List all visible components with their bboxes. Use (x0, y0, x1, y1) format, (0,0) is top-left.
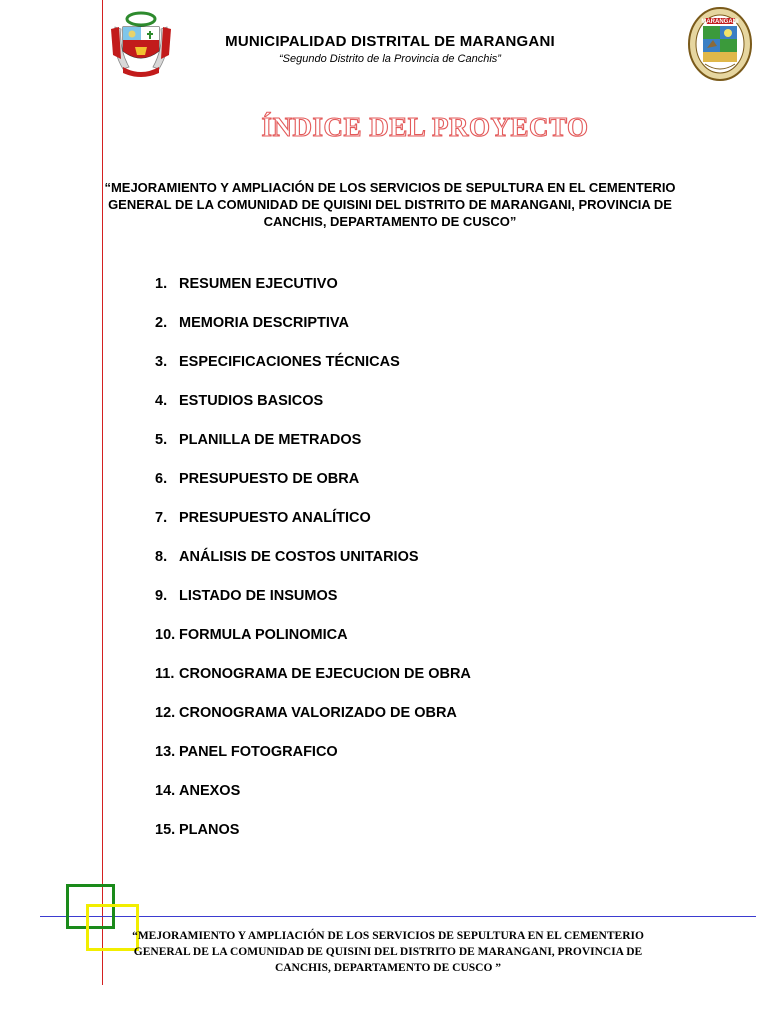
toc-item (155, 354, 471, 393)
red-margin-line (102, 0, 103, 985)
toc-item (155, 783, 471, 822)
project-title: “MEJORAMIENTO Y AMPLIACIÓN DE LOS SERVICIOS DE SEPULTURA EN EL CEMENTERIO GENERAL DE LA COMUNIDAD DE QUISINI DEL DISTRITO DE MARANGANI, PROVINCIA DE CANCHIS, DEPARTAMENTO DE CUSCO” (104, 180, 676, 229)
document-heading: ÍNDICE DEL PROYECTO (261, 112, 589, 142)
toc-item (155, 276, 471, 315)
toc-item (155, 822, 471, 861)
toc-item-label: FORMULA POLINOMICA (179, 627, 348, 643)
toc-item (155, 666, 471, 705)
toc-item (155, 471, 471, 510)
toc-item-label: PRESUPUESTO DE OBRA (179, 471, 360, 487)
toc-item-number: 3. (155, 354, 168, 370)
toc-item-label: ESPECIFICACIONES TÉCNICAS (179, 354, 400, 370)
toc-item-number: 11. (155, 666, 175, 682)
toc-item (155, 432, 471, 471)
toc-item (155, 588, 471, 627)
footer-divider-line (40, 916, 756, 917)
toc-item-number: 12. (155, 705, 176, 721)
toc-item-label: ESTUDIOS BASICOS (179, 393, 324, 409)
toc-item-number: 15. (155, 822, 176, 838)
municipality-title: MUNICIPALIDAD DISTRITAL DE MARANGANI (225, 33, 555, 50)
marangani-district-seal-icon (687, 6, 753, 82)
toc-item-label: CRONOGRAMA DE EJECUCION DE OBRA (179, 666, 471, 682)
toc-item (155, 510, 471, 549)
toc-item (155, 315, 471, 354)
toc-item-number: 7. (155, 510, 168, 526)
toc-item-label: LISTADO DE INSUMOS (179, 588, 338, 604)
toc-item-label: PANEL FOTOGRAFICO (179, 744, 338, 760)
toc-item-label: PLANOS (179, 822, 240, 838)
toc-item-label: ANÁLISIS DE COSTOS UNITARIOS (179, 549, 419, 565)
toc-item-label: CRONOGRAMA VALORIZADO DE OBRA (179, 705, 457, 721)
municipality-subtitle: “Segundo Distrito de la Provincia de Canchis” (279, 53, 501, 65)
toc-item-number: 6. (155, 471, 168, 487)
toc-item-number: 14. (155, 783, 176, 799)
toc-item-label: PLANILLA DE METRADOS (179, 432, 362, 448)
toc-item-number: 8. (155, 549, 168, 565)
toc-item (155, 705, 471, 744)
toc-item-label: ANEXOS (179, 783, 241, 799)
toc-item-number: 1. (155, 276, 168, 292)
toc-item-number: 5. (155, 432, 168, 448)
toc-item (155, 549, 471, 588)
toc-item-label: RESUMEN EJECUTIVO (179, 276, 338, 292)
toc-item (155, 393, 471, 432)
toc-item-label: MEMORIA DESCRIPTIVA (179, 315, 349, 331)
toc-item-number: 13. (155, 744, 176, 760)
toc-item-number: 9. (155, 588, 168, 604)
toc-item-number: 4. (155, 393, 168, 409)
table-of-contents (155, 276, 471, 861)
footer-project-title: “MEJORAMIENTO Y AMPLIACIÓN DE LOS SERVICIOS DE SEPULTURA EN EL CEMENTERIO GENERAL DE LA COMUNIDAD DE QUISINI DEL DISTRITO DE MARANGANI, PROVINCIA DE CANCHIS, DEPARTAMENTO DE CUSCO ” (132, 930, 644, 974)
seal-text: MARANGANI (701, 19, 739, 25)
toc-item-label: PRESUPUESTO ANALÍTICO (179, 510, 371, 526)
toc-item-number: 2. (155, 315, 168, 331)
peru-coat-of-arms-icon (109, 9, 173, 81)
toc-item-number: 10. (155, 627, 176, 643)
toc-item (155, 627, 471, 666)
toc-item (155, 744, 471, 783)
